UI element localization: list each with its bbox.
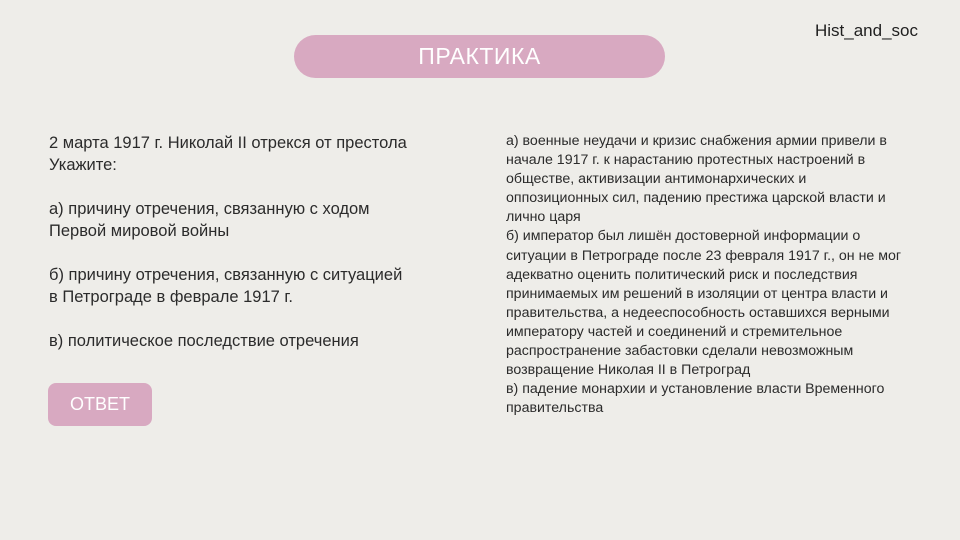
answer-item-c: в) падение монархии и установление власти Временного правительства [506, 381, 885, 417]
question-item-a-line: Первой мировой войны [49, 222, 230, 240]
answer-button[interactable]: ОТВЕТ [48, 383, 152, 426]
question-intro-line: 2 марта 1917 г. Николай II отрекся от престола [49, 134, 407, 152]
answer-block [506, 132, 911, 418]
question-item-b [49, 264, 469, 308]
question-item-a-line: а) причину отречения, связанную с ходом [49, 200, 370, 218]
page-title: ПРАКТИКА [294, 35, 665, 78]
question-item-c [49, 330, 469, 352]
brand-label: Hist_and_soc [814, 21, 918, 40]
answer-item-b: б) император был лишён достоверной информации о ситуации в Петрограде после 23 февраля 1917 г., он не мог адекватно оценить политический риск и последствия принимаемых им решений в изоляции от центра власти и правительства, а недееспособность оставшихся верными императору частей и соединений и стремительное распространение забастовки сделали невозможным возвращение Николая II в Петроград [506, 228, 902, 379]
answer-item-a: а) военные неудачи и кризис снабжения армии привели в начале 1917 г. к нарастанию протестных настроений в обществе, активизации антимонархических и оппозиционных сил, падению престижа царской власти и лично царя [506, 133, 887, 226]
question-item-b-line: в Петрограде в феврале 1917 г. [49, 288, 293, 306]
question-block [49, 132, 469, 352]
question-item-a [49, 198, 469, 242]
question-prompt-line: Укажите: [49, 156, 117, 174]
question-item-b-line: б) причину отречения, связанную с ситуацией [49, 266, 403, 284]
question-item-c-line: в) политическое последствие отречения [49, 332, 359, 350]
question-intro [49, 132, 469, 176]
